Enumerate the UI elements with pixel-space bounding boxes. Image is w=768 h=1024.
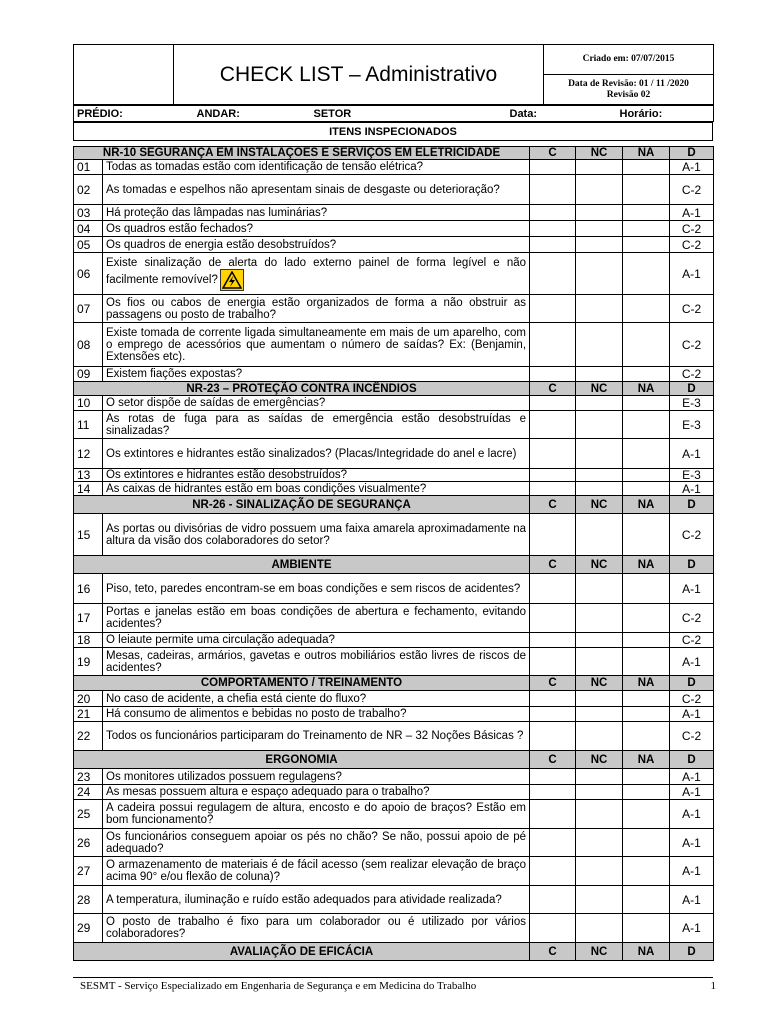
revision-number: Revisão 02	[606, 89, 651, 100]
column-header-d: D	[670, 147, 714, 160]
mark-cell-c[interactable]	[530, 396, 576, 411]
table-row	[74, 722, 714, 751]
item-number: 13	[74, 469, 103, 482]
section-title: ERGONOMIA	[74, 751, 530, 769]
mark-cell-na[interactable]	[623, 160, 670, 175]
mark-cell-c[interactable]	[530, 648, 576, 676]
column-header-nc: NC	[576, 943, 623, 961]
mark-cell-nc[interactable]	[576, 886, 623, 914]
section-title: NR-10 SEGURANÇA EM INSTALAÇÕES E SERVIÇOS EM ELETRICIDADE	[74, 147, 530, 160]
column-header-na: NA	[623, 676, 670, 691]
mark-cell-c[interactable]	[530, 205, 576, 221]
section-title: AVALIAÇÃO DE EFICÁCIA	[74, 943, 530, 961]
item-question-text: A cadeira possui regulagem de altura, encosto e do apoio de braços? Estão em bom funcionamento?	[106, 802, 527, 826]
item-question	[103, 253, 530, 295]
mark-cell-nc[interactable]	[576, 769, 623, 785]
table-row	[74, 691, 714, 707]
risk-grade: A-1	[670, 769, 714, 785]
mark-cell-na[interactable]	[623, 295, 670, 323]
mark-cell-nc[interactable]	[576, 574, 623, 604]
item-question	[103, 829, 530, 857]
column-header-na: NA	[623, 382, 670, 396]
item-question	[103, 175, 530, 205]
table-row	[74, 633, 714, 648]
item-question-text: Existem fiações expostas?	[106, 368, 243, 380]
mark-cell-nc[interactable]	[576, 205, 623, 221]
field-predio[interactable]: PRÉDIO:	[74, 106, 194, 122]
item-question-text: Os fios ou cabos de energia estão organizados de forma a não obstruir as passagens ou posto de trabalho?	[106, 296, 527, 321]
mark-cell-na[interactable]	[623, 411, 670, 439]
item-question-text: Os extintores e hidrantes estão sinalizados? (Placas/Integridade do anel e lacre)	[106, 447, 517, 460]
page-number: 1	[710, 980, 716, 992]
item-question	[103, 857, 530, 886]
item-number: 23	[74, 769, 103, 785]
risk-grade: E-3	[670, 396, 714, 411]
table-row	[74, 469, 714, 482]
mark-cell-c[interactable]	[530, 469, 576, 482]
item-question-text: As mesas possuem altura e espaço adequado para o trabalho?	[106, 786, 430, 798]
item-number: 18	[74, 633, 103, 648]
item-number: 05	[74, 237, 103, 253]
section-header-row	[74, 943, 714, 961]
table-row	[74, 604, 714, 633]
mark-cell-c[interactable]	[530, 295, 576, 323]
column-header-na: NA	[623, 496, 670, 514]
column-header-d: D	[670, 382, 714, 396]
item-number: 11	[74, 411, 103, 439]
mark-cell-na[interactable]	[623, 785, 670, 800]
item-question	[103, 396, 530, 411]
mark-cell-c[interactable]	[530, 439, 576, 469]
mark-cell-c[interactable]	[530, 482, 576, 496]
fields-row	[73, 105, 714, 122]
item-question-text: As tomadas e espelhos não apresentam sinais de desgaste ou deterioração?	[106, 183, 500, 196]
mark-cell-na[interactable]	[623, 175, 670, 205]
column-header-nc: NC	[576, 751, 623, 769]
table-row	[74, 411, 714, 439]
footer-rule	[73, 977, 713, 978]
column-header-d: D	[670, 751, 714, 769]
mark-cell-nc[interactable]	[576, 237, 623, 253]
section-header-row	[74, 382, 714, 396]
item-question	[103, 439, 530, 469]
mark-cell-c[interactable]	[530, 514, 576, 556]
mark-cell-c[interactable]	[530, 691, 576, 707]
mark-cell-na[interactable]	[623, 914, 670, 943]
risk-grade: A-1	[670, 914, 714, 943]
item-number: 14	[74, 482, 103, 496]
item-number: 17	[74, 604, 103, 633]
mark-cell-nc[interactable]	[576, 482, 623, 496]
mark-cell-c[interactable]	[530, 633, 576, 648]
item-question-text: A temperatura, iluminação e ruído estão adequados para atividade realizada?	[106, 893, 502, 906]
mark-cell-na[interactable]	[623, 691, 670, 707]
item-number: 12	[74, 439, 103, 469]
field-setor[interactable]: SETOR	[311, 106, 507, 122]
page-title: CHECK LIST – Administrativo	[174, 45, 544, 105]
mark-cell-na[interactable]	[623, 237, 670, 253]
table-row	[74, 707, 714, 722]
risk-grade: C-2	[670, 722, 714, 751]
mark-cell-na[interactable]	[623, 857, 670, 886]
risk-grade: A-1	[670, 439, 714, 469]
revision-info	[544, 75, 714, 105]
item-question-text: No caso de acidente, a chefia está ciente do fluxo?	[106, 692, 367, 705]
item-question-text: Os funcionários conseguem apoiar os pés no chão? Se não, possui apoio de pé adequado?	[106, 830, 527, 855]
checklist-table	[73, 146, 714, 961]
mark-cell-c[interactable]	[530, 175, 576, 205]
column-header-c: C	[530, 382, 576, 396]
mark-cell-nc[interactable]	[576, 160, 623, 175]
risk-grade: C-2	[670, 237, 714, 253]
item-question	[103, 691, 530, 707]
page-footer	[80, 980, 720, 992]
mark-cell-na[interactable]	[623, 323, 670, 367]
mark-cell-c[interactable]	[530, 829, 576, 857]
section-header-row	[74, 147, 714, 160]
item-question	[103, 886, 530, 914]
item-question-text: Os quadros de energia estão desobstruídos?	[106, 238, 337, 251]
mark-cell-na[interactable]	[623, 253, 670, 295]
table-row	[74, 800, 714, 829]
item-question	[103, 707, 530, 722]
mark-cell-c[interactable]	[530, 253, 576, 295]
mark-cell-na[interactable]	[623, 469, 670, 482]
mark-cell-nc[interactable]	[576, 469, 623, 482]
table-row	[74, 253, 714, 295]
risk-grade: C-2	[670, 604, 714, 633]
item-question	[103, 295, 530, 323]
table-row	[74, 221, 714, 237]
mark-cell-c[interactable]	[530, 707, 576, 722]
field-andar[interactable]: ANDAR:	[194, 106, 311, 122]
item-number: 03	[74, 205, 103, 221]
item-question	[103, 604, 530, 633]
mark-cell-na[interactable]	[623, 604, 670, 633]
table-row	[74, 785, 714, 800]
risk-grade: C-2	[670, 175, 714, 205]
item-number: 10	[74, 396, 103, 411]
table-row	[74, 514, 714, 556]
table-row	[74, 396, 714, 411]
mark-cell-nc[interactable]	[576, 175, 623, 205]
column-header-d: D	[670, 496, 714, 514]
column-header-c: C	[530, 676, 576, 691]
header-table	[73, 44, 714, 105]
risk-grade: A-1	[670, 253, 714, 295]
column-header-c: C	[530, 943, 576, 961]
item-question	[103, 221, 530, 237]
field-horario[interactable]: Horário:	[617, 106, 714, 122]
table-row	[74, 648, 714, 676]
mark-cell-c[interactable]	[530, 160, 576, 175]
mark-cell-c[interactable]	[530, 411, 576, 439]
item-question	[103, 323, 530, 367]
mark-cell-c[interactable]	[530, 323, 576, 367]
table-row	[74, 857, 714, 886]
item-question-text: Os quadros estão fechados?	[106, 222, 254, 235]
mark-cell-c[interactable]	[530, 604, 576, 633]
mark-cell-na[interactable]	[623, 829, 670, 857]
item-number: 07	[74, 295, 103, 323]
column-header-d: D	[670, 943, 714, 961]
section-title: NR-26 - SINALIZAÇÃO DE SEGURANÇA	[74, 496, 530, 514]
item-number: 21	[74, 707, 103, 722]
item-number: 25	[74, 800, 103, 829]
mark-cell-na[interactable]	[623, 514, 670, 556]
risk-grade: A-1	[670, 160, 714, 175]
item-question-text: Existe sinalização de alerta do lado externo painel de forma legível e não facilmente removível?	[106, 256, 527, 286]
item-number: 20	[74, 691, 103, 707]
mark-cell-c[interactable]	[530, 857, 576, 886]
item-question	[103, 633, 530, 648]
mark-cell-c[interactable]	[530, 769, 576, 785]
risk-grade: E-3	[670, 469, 714, 482]
table-row	[74, 367, 714, 382]
table-row	[74, 295, 714, 323]
item-question-text: Os extintores e hidrantes estão desobstruídos?	[106, 469, 348, 481]
column-header-nc: NC	[576, 147, 623, 160]
table-row	[74, 829, 714, 857]
mark-cell-nc[interactable]	[576, 221, 623, 237]
item-number: 04	[74, 221, 103, 237]
item-number: 22	[74, 722, 103, 751]
item-number: 06	[74, 253, 103, 295]
item-question	[103, 482, 530, 496]
item-question-text: Existe tomada de corrente ligada simultaneamente em mais de um aparelho, com o emprego de acessórios que aumentam o número de saídas? Ex: (Benjamin, Extensões etc).	[106, 326, 527, 363]
banner-table	[73, 122, 713, 141]
item-number: 29	[74, 914, 103, 943]
section-title: NR-23 – PROTEÇÃO CONTRA INCÊNDIOS	[74, 382, 530, 396]
mark-cell-na[interactable]	[623, 769, 670, 785]
column-header-c: C	[530, 496, 576, 514]
table-row	[74, 482, 714, 496]
revision-date: Data de Revisão: 01 / 11 /2020	[568, 78, 689, 89]
risk-grade: A-1	[670, 482, 714, 496]
mark-cell-nc[interactable]	[576, 253, 623, 295]
risk-grade: C-2	[670, 221, 714, 237]
mark-cell-nc[interactable]	[576, 367, 623, 382]
mark-cell-nc[interactable]	[576, 633, 623, 648]
column-header-nc: NC	[576, 496, 623, 514]
mark-cell-nc[interactable]	[576, 707, 623, 722]
item-question-text: O setor dispõe de saídas de emergências?	[106, 397, 326, 409]
item-question-text: Todos os funcionários participaram do Treinamento de NR – 32 Noções Básicas ?	[106, 730, 524, 742]
column-header-na: NA	[623, 751, 670, 769]
item-number: 27	[74, 857, 103, 886]
item-question	[103, 205, 530, 221]
item-number: 02	[74, 175, 103, 205]
table-row	[74, 574, 714, 604]
risk-grade: C-2	[670, 633, 714, 648]
table-row	[74, 175, 714, 205]
mark-cell-nc[interactable]	[576, 514, 623, 556]
column-header-nc: NC	[576, 556, 623, 574]
risk-grade: C-2	[670, 295, 714, 323]
item-number: 26	[74, 829, 103, 857]
item-question	[103, 648, 530, 676]
mark-cell-c[interactable]	[530, 221, 576, 237]
item-question	[103, 914, 530, 943]
column-header-na: NA	[623, 943, 670, 961]
item-question-text: O leiaute permite uma circulação adequada?	[106, 634, 335, 646]
item-number: 15	[74, 514, 103, 556]
section-title: COMPORTAMENTO / TREINAMENTO	[74, 676, 530, 691]
risk-grade: C-2	[670, 323, 714, 367]
risk-grade: A-1	[670, 800, 714, 829]
mark-cell-c[interactable]	[530, 800, 576, 829]
section-title: AMBIENTE	[74, 556, 530, 574]
mark-cell-na[interactable]	[623, 396, 670, 411]
item-question-text: As rotas de fuga para as saídas de emergência estão desobstruídas e sinalizadas?	[106, 412, 527, 437]
item-question	[103, 722, 530, 751]
mark-cell-nc[interactable]	[576, 648, 623, 676]
column-header-d: D	[670, 676, 714, 691]
item-question-text: Há proteção das lâmpadas nas luminárias?	[106, 206, 328, 219]
item-number: 28	[74, 886, 103, 914]
item-question	[103, 160, 530, 175]
item-number: 19	[74, 648, 103, 676]
item-question	[103, 367, 530, 382]
mark-cell-c[interactable]	[530, 574, 576, 604]
mark-cell-na[interactable]	[623, 722, 670, 751]
mark-cell-na[interactable]	[623, 707, 670, 722]
item-question	[103, 469, 530, 482]
item-question	[103, 237, 530, 253]
checklist-document	[73, 44, 713, 961]
risk-grade: C-2	[670, 691, 714, 707]
mark-cell-nc[interactable]	[576, 604, 623, 633]
mark-cell-c[interactable]	[530, 367, 576, 382]
created-date: Criado em: 07/07/2015	[544, 45, 714, 75]
column-header-c: C	[530, 751, 576, 769]
mark-cell-c[interactable]	[530, 785, 576, 800]
item-question	[103, 574, 530, 604]
mark-cell-nc[interactable]	[576, 691, 623, 707]
table-row	[74, 769, 714, 785]
table-row	[74, 914, 714, 943]
table-row	[74, 323, 714, 367]
item-number: 01	[74, 160, 103, 175]
table-row	[74, 439, 714, 469]
risk-grade: E-3	[670, 411, 714, 439]
mark-cell-nc[interactable]	[576, 785, 623, 800]
item-question-text: O armazenamento de materiais é de fácil acesso (sem realizar elevação de braço acima 90° e/ou flexão de coluna)?	[106, 859, 527, 883]
item-question-text: Piso, teto, paredes encontram-se em boas condições e sem riscos de acidentes?	[106, 582, 521, 595]
item-question	[103, 411, 530, 439]
item-question-text: As caixas de hidrantes estão em boas condições visualmente?	[106, 482, 427, 495]
section-header-row	[74, 496, 714, 514]
mark-cell-nc[interactable]	[576, 295, 623, 323]
field-data[interactable]: Data:	[507, 106, 617, 122]
table-row	[74, 886, 714, 914]
mark-cell-c[interactable]	[530, 886, 576, 914]
item-question-text: As portas ou divisórias de vidro possuem uma faixa amarela aproximadamente na altura da visão dos colaboradores do setor?	[106, 522, 527, 547]
item-number: 08	[74, 323, 103, 367]
item-question-text: Os monitores utilizados possuem regulagens?	[106, 770, 342, 783]
risk-grade: A-1	[670, 785, 714, 800]
risk-grade: A-1	[670, 857, 714, 886]
item-question	[103, 785, 530, 800]
logo-area	[74, 45, 174, 105]
table-row	[74, 160, 714, 175]
mark-cell-na[interactable]	[623, 886, 670, 914]
mark-cell-nc[interactable]	[576, 857, 623, 886]
mark-cell-na[interactable]	[623, 221, 670, 237]
item-question	[103, 769, 530, 785]
item-question	[103, 800, 530, 829]
risk-grade: C-2	[670, 514, 714, 556]
item-question-text: Portas e janelas estão em boas condições de abertura e fechamento, evitando acidentes?	[106, 606, 527, 630]
risk-grade: A-1	[670, 648, 714, 676]
mark-cell-na[interactable]	[623, 205, 670, 221]
column-header-c: C	[530, 147, 576, 160]
column-header-d: D	[670, 556, 714, 574]
section-header-row	[74, 556, 714, 574]
mark-cell-na[interactable]	[623, 800, 670, 829]
mark-cell-c[interactable]	[530, 914, 576, 943]
item-number: 16	[74, 574, 103, 604]
column-header-c: C	[530, 556, 576, 574]
column-header-na: NA	[623, 147, 670, 160]
column-header-na: NA	[623, 556, 670, 574]
table-row	[74, 205, 714, 221]
risk-grade: A-1	[670, 829, 714, 857]
risk-grade: A-1	[670, 205, 714, 221]
mark-cell-nc[interactable]	[576, 722, 623, 751]
section-header-row	[74, 751, 714, 769]
mark-cell-na[interactable]	[623, 574, 670, 604]
mark-cell-na[interactable]	[623, 439, 670, 469]
mark-cell-nc[interactable]	[576, 396, 623, 411]
risk-grade: A-1	[670, 886, 714, 914]
mark-cell-nc[interactable]	[576, 323, 623, 367]
risk-grade: A-1	[670, 707, 714, 722]
item-number: 09	[74, 367, 103, 382]
electrical-hazard-icon	[220, 269, 244, 291]
mark-cell-nc[interactable]	[576, 914, 623, 943]
section-header-row	[74, 676, 714, 691]
items-banner: ITENS INSPECIONADOS	[74, 123, 713, 141]
column-header-nc: NC	[576, 382, 623, 396]
mark-cell-nc[interactable]	[576, 800, 623, 829]
mark-cell-na[interactable]	[623, 367, 670, 382]
item-question-text: O posto de trabalho é fixo para um colaborador ou é utilizado por vários colaboradores?	[106, 916, 527, 940]
item-question	[103, 514, 530, 556]
mark-cell-na[interactable]	[623, 648, 670, 676]
mark-cell-c[interactable]	[530, 237, 576, 253]
mark-cell-na[interactable]	[623, 633, 670, 648]
risk-grade: C-2	[670, 367, 714, 382]
item-number: 24	[74, 785, 103, 800]
table-row	[74, 237, 714, 253]
mark-cell-nc[interactable]	[576, 411, 623, 439]
column-header-nc: NC	[576, 676, 623, 691]
item-question-text: Todas as tomadas estão com identificação de tensão elétrica?	[106, 161, 424, 173]
mark-cell-c[interactable]	[530, 722, 576, 751]
risk-grade: A-1	[670, 574, 714, 604]
mark-cell-nc[interactable]	[576, 829, 623, 857]
mark-cell-na[interactable]	[623, 482, 670, 496]
footer-text: SESMT - Serviço Especializado em Engenharia de Segurança e em Medicina do Trabalho	[80, 980, 477, 992]
mark-cell-nc[interactable]	[576, 439, 623, 469]
item-question-text: Mesas, cadeiras, armários, gavetas e outros mobiliários estão livres de riscos de acidentes?	[106, 649, 527, 674]
item-question-text: Há consumo de alimentos e bebidas no posto de trabalho?	[106, 708, 407, 720]
